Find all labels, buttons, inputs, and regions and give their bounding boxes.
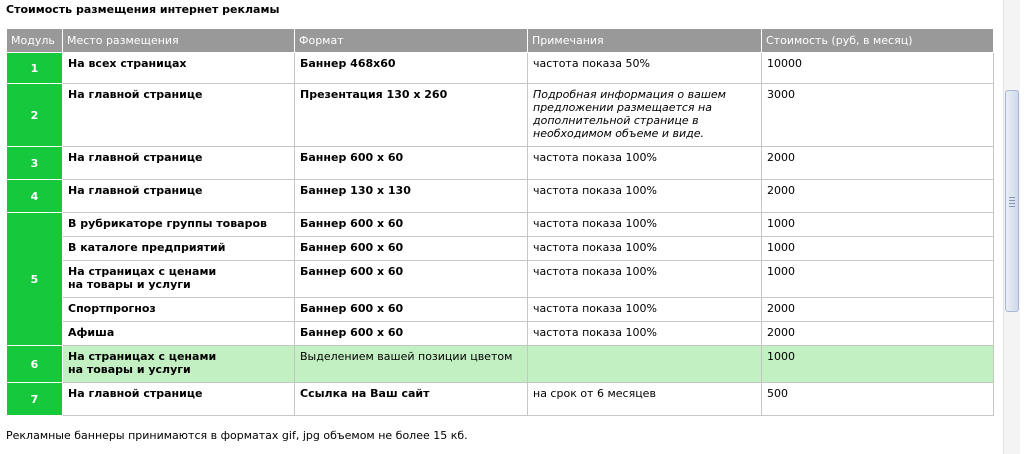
table-row (7, 53, 994, 84)
pricing-table (6, 28, 994, 416)
note-cell: частота показа 100% (528, 180, 762, 213)
placement-line-2: на товары и услуги (68, 363, 191, 376)
placement-cell: В рубрикаторе группы товаров (63, 213, 295, 237)
note-cell: частота показа 100% (528, 322, 762, 346)
table-header-row (7, 29, 994, 53)
placement-line-2: на товары и услуги (68, 278, 191, 291)
placement-line-1: На страницах с ценами (68, 350, 217, 363)
module-number: 2 (7, 84, 63, 147)
page-title: Стоимость размещения интернет рекламы (6, 3, 280, 16)
format-cell: Выделением вашей позиции цветом (295, 346, 528, 383)
note-cell: частота показа 50% (528, 53, 762, 84)
format-cell: Презентация 130 х 260 (295, 84, 528, 147)
column-header-format: Формат (295, 29, 528, 53)
format-cell: Баннер 600 х 60 (295, 213, 528, 237)
placement-cell: На главной странице (63, 383, 295, 416)
table-row (7, 237, 994, 261)
column-header-notes: Примечания (528, 29, 762, 53)
module-number: 6 (7, 346, 63, 383)
price-cell: 2000 (762, 298, 994, 322)
module-number: 5 (7, 213, 63, 346)
table-row (7, 383, 994, 416)
placement-cell: На всех страницах (63, 53, 295, 84)
format-cell: Баннер 468x60 (295, 53, 528, 84)
table-row (7, 213, 994, 237)
price-cell: 3000 (762, 84, 994, 147)
table-row-highlighted (7, 346, 994, 383)
format-cell: Баннер 600 х 60 (295, 261, 528, 298)
format-cell: Баннер 600 х 60 (295, 322, 528, 346)
placement-cell: Спортпрогноз (63, 298, 295, 322)
module-number: 7 (7, 383, 63, 416)
price-cell: 1000 (762, 346, 994, 383)
placement-cell (63, 261, 295, 298)
price-cell: 1000 (762, 237, 994, 261)
column-header-place: Место размещения (63, 29, 295, 53)
column-header-module: Модуль (7, 29, 63, 53)
placement-cell: На главной странице (63, 180, 295, 213)
price-cell: 10000 (762, 53, 994, 84)
format-cell: Баннер 130 х 130 (295, 180, 528, 213)
price-cell: 500 (762, 383, 994, 416)
format-cell: Баннер 600 х 60 (295, 298, 528, 322)
format-cell: Баннер 600 х 60 (295, 237, 528, 261)
note-cell (528, 346, 762, 383)
column-header-price: Стоимость (руб, в месяц) (762, 29, 994, 53)
table-row (7, 322, 994, 346)
note-cell: на срок от 6 месяцев (528, 383, 762, 416)
format-cell: Ссылка на Ваш сайт (295, 383, 528, 416)
placement-cell: На главной странице (63, 147, 295, 180)
footer-note: Рекламные баннеры принимаются в форматах gif, jpg объемом не более 15 кб. (6, 429, 468, 442)
table-row (7, 84, 994, 147)
vertical-scrollbar[interactable] (1003, 0, 1020, 454)
module-number: 4 (7, 180, 63, 213)
note-cell: частота показа 100% (528, 298, 762, 322)
placement-line-1: На страницах с ценами (68, 265, 217, 278)
price-cell: 2000 (762, 180, 994, 213)
placement-cell (63, 346, 295, 383)
placement-cell: На главной странице (63, 84, 295, 147)
note-cell: Подробная информация о вашем предложении размещается на дополнительной странице в необходимом объеме и виде. (528, 84, 762, 147)
price-cell: 1000 (762, 213, 994, 237)
note-cell: частота показа 100% (528, 213, 762, 237)
note-cell: частота показа 100% (528, 147, 762, 180)
table-row (7, 298, 994, 322)
scrollbar-thumb[interactable] (1005, 90, 1019, 312)
note-cell: частота показа 100% (528, 237, 762, 261)
price-cell: 2000 (762, 147, 994, 180)
format-cell: Баннер 600 х 60 (295, 147, 528, 180)
table-row (7, 147, 994, 180)
table-row (7, 261, 994, 298)
note-cell: частота показа 100% (528, 261, 762, 298)
module-number: 1 (7, 53, 63, 84)
placement-cell: В каталоге предприятий (63, 237, 295, 261)
placement-cell: Афиша (63, 322, 295, 346)
price-cell: 1000 (762, 261, 994, 298)
price-cell: 2000 (762, 322, 994, 346)
table-row (7, 180, 994, 213)
module-number: 3 (7, 147, 63, 180)
grip-icon (1009, 197, 1015, 209)
